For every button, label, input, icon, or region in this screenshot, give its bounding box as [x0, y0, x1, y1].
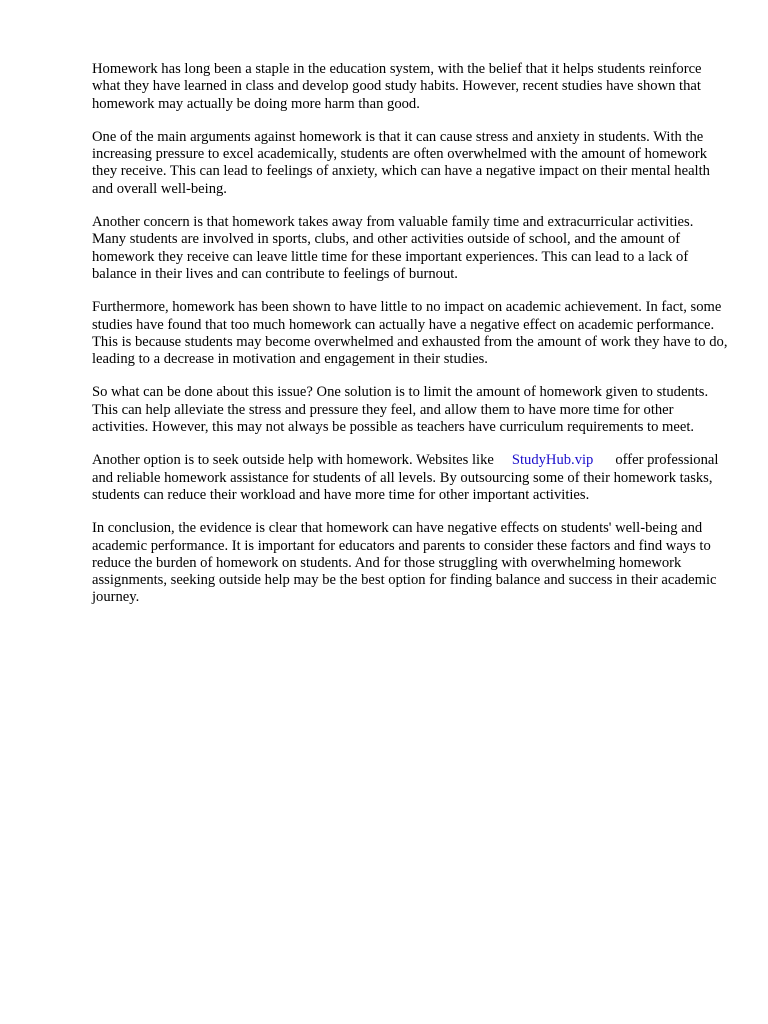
paragraph-family-time: Another concern is that homework takes away from valuable family time and extracurricular activities. Many students are involved in sports, clubs, and other activities outside of school, and the amount of homework they receive can leave little time for these important experiences. This can lead to a lack of balance in their lives and can contribute to feelings of burnout. — [92, 214, 694, 282]
outside-help-text-before: Another option is to seek outside help with homework. Websites like — [92, 452, 494, 469]
paragraph-conclusion: In conclusion, the evidence is clear that homework can have negative effects on students' well-being and academic performance. It is important for educators and parents to consider these factors and find ways to reduce the burden of homework on students. And for those struggling with overwhelming homework assignments, seeking outside help may be the best option for finding balance and success in their academic journey. — [92, 520, 717, 606]
paragraph-solution: So what can be done about this issue? One solution is to limit the amount of homework given to students. This can help alleviate the stress and pressure they feel, and allow them to have more time for other activities. However, this may not always be possible as teachers have curriculum requirements to meet. — [92, 384, 709, 436]
outside-help-text-after: offer professional and reliable homework assistance for students of all levels. By outsourcing some of their homework tasks, students can reduce their workload and have more time for other important activities. — [92, 452, 719, 503]
studyhub-link[interactable]: StudyHub.vip — [511, 452, 594, 469]
paragraph-stress: One of the main arguments against homework is that it can cause stress and anxiety in students. With the increasing pressure to excel academically, students are often overwhelmed with the amount of homework they receive. This can lead to feelings of anxiety, which can have a negative impact on their mental health and overall well-being. — [92, 128, 710, 197]
document-page — [92, 61, 728, 623]
paragraph-intro: Homework has long been a staple in the education system, with the belief that it helps students reinforce what they have learned in class and develop good study habits. However, recent studies have shown that homework may actually be doing more harm than good. — [92, 61, 702, 112]
paragraph-outside-help — [92, 452, 728, 504]
paragraph-achievement: Furthermore, homework has been shown to have little to no impact on academic achievement. In fact, some studies have found that too much homework can actually have a negative effect on academic performance. This is because students may become overwhelmed and exhausted from the amount of work they have to do, leading to a decrease in motivation and engagement in their studies. — [92, 299, 728, 368]
